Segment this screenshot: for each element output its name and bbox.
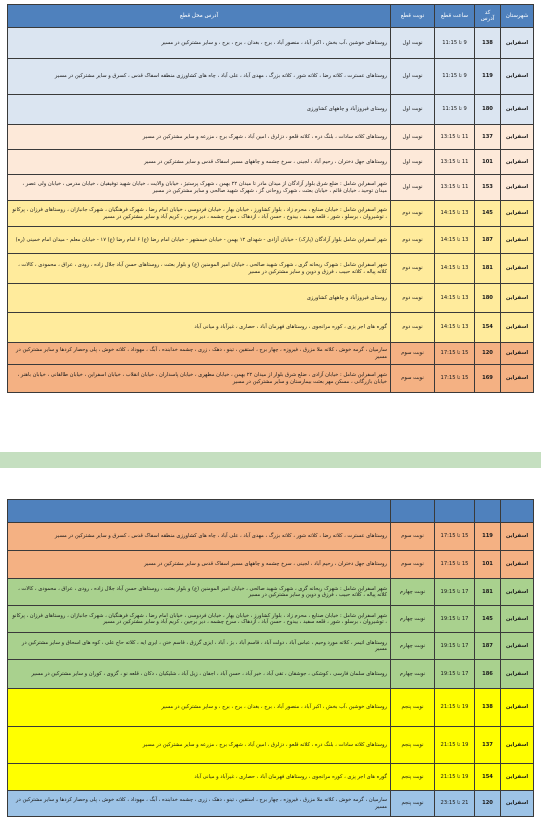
cell-code: 181 bbox=[475, 254, 501, 284]
cell-code: 145 bbox=[475, 201, 501, 227]
header-turn bbox=[391, 500, 435, 523]
cell-code: 186 bbox=[475, 660, 501, 689]
header-address bbox=[8, 500, 391, 523]
cell-city: اسفراین bbox=[501, 150, 534, 175]
cell-turn: نوبت پنجم bbox=[391, 727, 435, 764]
outage-table-2 bbox=[7, 499, 534, 817]
cell-address: شهر اسفراین شامل بلوار آزادگان (پارک) - خیابان آزادی - شهدای ۱۲ بهمن - خیابان خیمشهر - خیابان امام رضا (ع) ۶ امام رضا (ع) ۱۷ - خیابان معلم - میدان امام خمینی (ره) bbox=[8, 227, 391, 254]
cell-address: روستای فیروزآباد و چاههای کشاورزی bbox=[8, 95, 391, 125]
cell-city: اسفراین bbox=[501, 551, 534, 579]
cell-time: 15 تا 17:15 bbox=[435, 551, 475, 579]
cell-code: 101 bbox=[475, 551, 501, 579]
cell-time: 15 تا 17:15 bbox=[435, 343, 475, 365]
cell-code: 137 bbox=[475, 125, 501, 150]
table-row bbox=[8, 523, 534, 551]
cell-code: 137 bbox=[475, 727, 501, 764]
cell-code: 154 bbox=[475, 764, 501, 791]
cell-code: 120 bbox=[475, 791, 501, 817]
cell-turn: نوبت سوم bbox=[391, 343, 435, 365]
cell-city: اسفراین bbox=[501, 125, 534, 150]
cell-address: روستاهای سلمان فارسی ، کوشکی ، جوشقان ، تقی آباد ، خیر آباد ، حسن آباد ، اجفان ، زیل آباد ، شلیکیان ، دکان ، قلعه نو ، گزوی ، کوران و سایر مشترکین در مسیر bbox=[8, 660, 391, 689]
cell-address: شهر اسفراین شامل : خیابان صنایع ، محرم زاد ، بلوار کشاورز ، خیابان بهار ، خیابان فردوسی ، خیابان امام رضا ، شهرک فرهنگیان ، شهرک جانبازان ، روستاهای فرزان ، پرکانو ، توشیروان ، برسلو ، شور ، قلعه سفید ، بیدوخ ، حسن آباد ، ازدهاک ، سرخ چشمه ، دیر برجین ، کریم آباد و سایر مشترکین در مسیر bbox=[8, 606, 391, 633]
cell-address: شهر اسفراین شامل : شهرک ریحانه گری ، شهرک شهید صالحی ، خیابان امیر المومنین (ع) و بلوار بعثت ، روستاهای حسن آباد جلال زاده ، رودی ، عراق ، محمودی ، کالات ، کلاته پیاله ، کلاته حبیب ، فرزق و دوین و سایر مشترکین در مسیر bbox=[8, 579, 391, 606]
cell-code: 180 bbox=[475, 95, 501, 125]
table-row bbox=[8, 551, 534, 579]
cell-city: اسفراین bbox=[501, 633, 534, 660]
cell-time: 19 تا 21:15 bbox=[435, 764, 475, 791]
cell-address: گوره های اجر پزی ، کوره مرانجوی ، روستاهای فهرمان آباد ، حصاری ، غیرآباد و میانی آباد bbox=[8, 764, 391, 791]
cell-time: 11 تا 13:15 bbox=[435, 150, 475, 175]
cell-time: 15 تا 17:15 bbox=[435, 523, 475, 551]
cell-turn: نوبت پنجم bbox=[391, 791, 435, 817]
table-row bbox=[8, 365, 534, 393]
cell-code: 169 bbox=[475, 365, 501, 393]
cell-city: اسفراین bbox=[501, 523, 534, 551]
table-row bbox=[8, 579, 534, 606]
cell-address: شهر اسفراین شامل : شهرک ریحانه گری ، شهرک شهید صالحی ، خیابان امیر المومنین (ع) و بلوار بعثت ، روستاهای حسن آباد جلال زاده ، رودی ، عراق ، محمودی ، کالات ، کلاته پیاله ، کلاته حبیب ، فرزق و دوین و سایر مشترکین در مسیر bbox=[8, 254, 391, 284]
cell-code: 138 bbox=[475, 689, 501, 727]
table-row bbox=[8, 125, 534, 150]
cell-turn: نوبت سوم bbox=[391, 365, 435, 393]
cell-time: 13 تا 14:15 bbox=[435, 284, 475, 313]
cell-city: اسفراین bbox=[501, 284, 534, 313]
header-row bbox=[8, 500, 534, 523]
cell-address: روستاهای خوشین ،آب بخش ، اکبر آباد ، منصور آباد ، برج ، بغدان ، برج ، برج ، و سایر مشترکین در مسیر bbox=[8, 689, 391, 727]
cell-code: 187 bbox=[475, 227, 501, 254]
cell-address: شهر اسفراین شامل : خیابان آزادی ، ضلع شرق بلوار از میدان ۲۲ بهمن ، خیابان مطهری ، خیابان پاسداران ، خیابان انقلاب ، خیابان اسفراین ، خیابان طالقانی ، خیابان باهنر ، خیابان بازرگانی ، مسکن مهر بعثت بیمارستان و سایر مشترکین در مسیر bbox=[8, 365, 391, 393]
cell-address: روستاهای جهل دختران ، رحیم آباد ، لجینی ، سرخ چشمه و چاههای مسیر اسفاک قدس و سایر مشترکین در مسیر bbox=[8, 551, 391, 579]
cell-address: شهر اسفراین شامل : خیابان صنایع ، محرم زاد ، بلوار کشاورز ، خیابان بهار ، خیابان فردوسی ، خیابان امام رضا ، شهرک فرهنگیان ، شهرک جانبازان ، روستاهای فرزان ، پرکانو ، توشیروان ، برسلو ، شور ، قلعه سفید ، بیدوخ ، حسن آباد ، ازدهاک ، سرخ چشمه ، دیر برجین ، کریم آباد و سایر مشترکین در مسیر bbox=[8, 201, 391, 227]
cell-turn: نوبت اول bbox=[391, 28, 435, 59]
cell-code: 119 bbox=[475, 523, 501, 551]
cell-city: اسفراین bbox=[501, 227, 534, 254]
cell-turn: نوبت اول bbox=[391, 59, 435, 95]
cell-time: 9 تا 11:15 bbox=[435, 95, 475, 125]
cell-time: 21 تا 23:15 bbox=[435, 791, 475, 817]
table-row bbox=[8, 59, 534, 95]
header-turn: نوبت قطع bbox=[391, 5, 435, 28]
table-row bbox=[8, 660, 534, 689]
table-row bbox=[8, 284, 534, 313]
cell-city: اسفراین bbox=[501, 689, 534, 727]
table-row bbox=[8, 95, 534, 125]
cell-turn: نوبت پنجم bbox=[391, 689, 435, 727]
cell-time: 17 تا 19:15 bbox=[435, 579, 475, 606]
header-row bbox=[8, 5, 534, 28]
cell-address: سارمیان ، گرمه خوش ، کلاته ملا مزرق ، فیروزه ، چهار برج ، استقین ، تینو ، دهک ، زری ، چشمه خدابنده ، آبگ ، مهوداد ، کلاته خوش ، پلی وحصار کردها و سایر مشترکین در مسیر bbox=[8, 791, 391, 817]
table-row bbox=[8, 689, 534, 727]
cell-code: 154 bbox=[475, 313, 501, 343]
table-row bbox=[8, 313, 534, 343]
cell-turn: نوبت دوم bbox=[391, 201, 435, 227]
cell-address: گوره های اجر پزی ، کوره مرانجوی ، روستاهای فهرمان آباد ، حصاری ، غیرآباد و میانی آباد bbox=[8, 313, 391, 343]
cell-turn: نوبت اول bbox=[391, 95, 435, 125]
cell-city: اسفراین bbox=[501, 28, 534, 59]
outage-table-1 bbox=[7, 4, 534, 393]
cell-code: 120 bbox=[475, 343, 501, 365]
cell-time: 9 تا 11:15 bbox=[435, 28, 475, 59]
cell-city: اسفراین bbox=[501, 660, 534, 689]
table-row bbox=[8, 633, 534, 660]
table-row bbox=[8, 175, 534, 201]
cell-address: روستاهای کلاته سادات ، بلنگ دره ، کلاته قلعو ، دزلرق ، امین آباد ، شهرک برج ، مزرعه و سایر مشترکین در مسیر bbox=[8, 727, 391, 764]
section-divider bbox=[0, 452, 541, 468]
cell-address: شهر اسفراین شامل : ضلع شرق بلوار آزادگان از میدان مادر تا میدان ۲۲ بهمن ، شهرک پرستیژ ، خیابان والایت ، خیابان شهید توفیقیان ، خیابان مدرس ، خیابان ولی عصر ، میدان توحید ، خیابان قائم ، خیابان بعثت ، شهرک روحانی گز ، شهرک شهید صالحی و سایر مشترکین در مسیر bbox=[8, 175, 391, 201]
cell-turn: نوبت پنجم bbox=[391, 764, 435, 791]
table-row bbox=[8, 791, 534, 817]
cell-city: اسفراین bbox=[501, 606, 534, 633]
cell-time: 19 تا 21:15 bbox=[435, 689, 475, 727]
cell-time: 13 تا 14:15 bbox=[435, 313, 475, 343]
cell-city: اسفراین bbox=[501, 175, 534, 201]
table-row bbox=[8, 764, 534, 791]
cell-address: روستاهای عسترت ، کلاته رضا ، کلاته شور ، کلاته بزرگ ، مهدی آباد ، علی آباد ، چاه های کشاورزی منطقه اسفاک قدس ، کسرق و سایر مشترکین در مسیر bbox=[8, 523, 391, 551]
header-city: شهرستان bbox=[501, 5, 534, 28]
cell-turn: نوبت چهارم bbox=[391, 660, 435, 689]
cell-time: 13 تا 14:15 bbox=[435, 254, 475, 284]
cell-city: اسفراین bbox=[501, 254, 534, 284]
cell-time: 9 تا 11:15 bbox=[435, 59, 475, 95]
cell-code: 187 bbox=[475, 633, 501, 660]
cell-turn: نوبت چهارم bbox=[391, 606, 435, 633]
cell-city: اسفراین bbox=[501, 59, 534, 95]
cell-city: اسفراین bbox=[501, 791, 534, 817]
cell-turn: نوبت سوم bbox=[391, 523, 435, 551]
table-row bbox=[8, 727, 534, 764]
cell-code: 145 bbox=[475, 606, 501, 633]
cell-address: روستاهای کلاته سادات ، بلنگ دره ، کلاته قلعو ، دزلرق ، امین آباد ، شهرک برج ، مزرعه و سایر مشترکین در مسیر bbox=[8, 125, 391, 150]
cell-code: 153 bbox=[475, 175, 501, 201]
cell-time: 17 تا 19:15 bbox=[435, 606, 475, 633]
cell-time: 13 تا 14:15 bbox=[435, 201, 475, 227]
cell-turn: نوبت اول bbox=[391, 175, 435, 201]
cell-time: 11 تا 13:15 bbox=[435, 125, 475, 150]
header-code: کد آدرس bbox=[475, 5, 501, 28]
cell-address: روستای فیروزآباد و چاههای کشاورزی bbox=[8, 284, 391, 313]
table-row bbox=[8, 28, 534, 59]
cell-code: 138 bbox=[475, 28, 501, 59]
cell-city: اسفراین bbox=[501, 343, 534, 365]
cell-turn: نوبت دوم bbox=[391, 313, 435, 343]
cell-city: اسفراین bbox=[501, 764, 534, 791]
header-code bbox=[475, 500, 501, 523]
table-row bbox=[8, 606, 534, 633]
header-address: آدرس محل قطع bbox=[8, 5, 391, 28]
table-row bbox=[8, 150, 534, 175]
cell-turn: نوبت دوم bbox=[391, 284, 435, 313]
cell-turn: نوبت اول bbox=[391, 150, 435, 175]
cell-time: 11 تا 13:15 bbox=[435, 175, 475, 201]
cell-time: 17 تا 19:15 bbox=[435, 660, 475, 689]
cell-code: 101 bbox=[475, 150, 501, 175]
header-time: ساعت قطع bbox=[435, 5, 475, 28]
cell-address: روستاهای خوشین ،آب بخش ، اکبر آباد ، منصور آباد ، برج ، بغدان ، برج ، برج ، و سایر مشترکین در مسیر bbox=[8, 28, 391, 59]
cell-address: روستاهای جهل دختران ، رحیم آباد ، لجینی ، سرخ چشمه و چاههای مسیر اسفاک قدس و سایر مشترکین در مسیر bbox=[8, 150, 391, 175]
cell-time: 13 تا 14:15 bbox=[435, 227, 475, 254]
cell-turn: نوبت سوم bbox=[391, 551, 435, 579]
table-row bbox=[8, 343, 534, 365]
cell-code: 119 bbox=[475, 59, 501, 95]
table-row bbox=[8, 201, 534, 227]
cell-city: اسفراین bbox=[501, 727, 534, 764]
cell-city: اسفراین bbox=[501, 365, 534, 393]
cell-city: اسفراین bbox=[501, 313, 534, 343]
cell-address: روستاهای عسترت ، کلاته رضا ، کلاته شور ، کلاته بزرگ ، مهدی آباد ، علی آباد ، چاه های کشاورزی منطقه اسفاک قدس ، کسرق و سایر مشترکین در مسیر bbox=[8, 59, 391, 95]
table-row bbox=[8, 227, 534, 254]
cell-code: 180 bbox=[475, 284, 501, 313]
cell-turn: نوبت چهارم bbox=[391, 633, 435, 660]
cell-code: 181 bbox=[475, 579, 501, 606]
cell-city: اسفراین bbox=[501, 201, 534, 227]
cell-time: 19 تا 21:15 bbox=[435, 727, 475, 764]
table-row bbox=[8, 254, 534, 284]
cell-time: 15 تا 17:15 bbox=[435, 365, 475, 393]
header-city bbox=[501, 500, 534, 523]
cell-turn: نوبت چهارم bbox=[391, 579, 435, 606]
header-time bbox=[435, 500, 475, 523]
cell-turn: نوبت اول bbox=[391, 125, 435, 150]
cell-city: اسفراین bbox=[501, 579, 534, 606]
cell-time: 17 تا 19:15 bbox=[435, 633, 475, 660]
cell-address: روستاهای اتیمر ، کلاته مورد وحیم ، عباس آباد ، دولت آباد ، قاسم آباد ، بژ ، آباد ، ایزی گرزق ، قاسم ختن ، ایری ایه ، کلاته حاج علی ، کوه های اسحاق و سایر مشترکین در مسیر bbox=[8, 633, 391, 660]
cell-turn: نوبت دوم bbox=[391, 227, 435, 254]
cell-address: سارمیان ، گرمه خوش ، کلاته ملا مزرق ، فیروزه ، چهار برج ، استقین ، تینو ، دهک ، زری ، چشمه خدابنده ، آبگ ، مهوداد ، کلاته خوش ، پلی وحصار کردها و سایر مشترکین در مسیر bbox=[8, 343, 391, 365]
cell-city: اسفراین bbox=[501, 95, 534, 125]
cell-turn: نوبت دوم bbox=[391, 254, 435, 284]
